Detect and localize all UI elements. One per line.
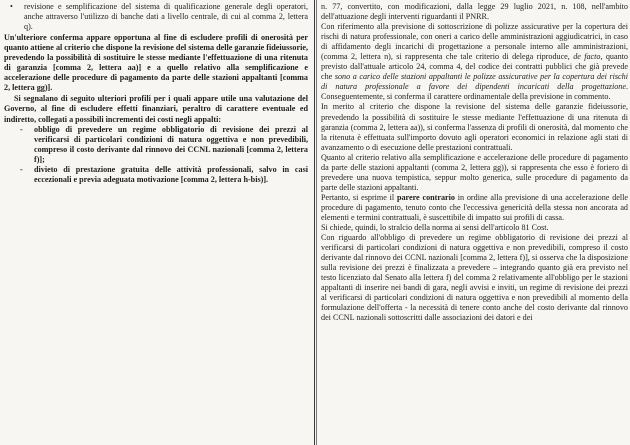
paragraph-payment-procedures: Quanto al criterio relativo alla semplificazione e accelerazione delle procedure di pagamento da parte delle stazioni appaltanti (comma 2, lettera gg)), si rappresenta che esso è foriero di prevedere una nuova tempistica, seppur molto generica, sulle procedure di pagamento da parte delle stazioni appaltanti. bbox=[321, 152, 628, 192]
bullet-marker: • bbox=[10, 2, 13, 11]
dash-marker: - bbox=[20, 164, 23, 174]
text-run: in ordine alla previsione di una accelerazione delle procedure di pagamento, tenuto conto che l'eccessiva genericità della stessa non ancorata ad elementi e termini contrattuali, è suscettibile di impatto sui profili di cassa. bbox=[321, 192, 629, 222]
dash-item-free-services bbox=[4, 165, 308, 185]
dash-marker: - bbox=[20, 124, 23, 134]
dash-item-price-revision bbox=[4, 125, 308, 165]
text-run: Con riferimento alla previsione di sottoscrizione di polizze assicurative per la copertura dei rischi di natura professionale, con oneri a carico delle amministrazioni aggiudicatrici, in caso di affidamento degli incarichi di progettazione a personale interno alle amministrazioni, (comma 2, lettera n), si rappresenta che tale criterio di delega riproduce, bbox=[321, 22, 628, 62]
text-run-italic: sono a carico delle stazioni appaltanti le polizze assicurative per la copertura dei rischi di natura professionale a favore dei dipendenti incaricati della progettazione bbox=[321, 72, 628, 92]
text-run: Pertanto, si esprime il bbox=[321, 192, 397, 202]
paragraph-contrary-opinion bbox=[321, 193, 628, 223]
paragraph-further-profiles: Si segnalano di seguito ulteriori profili per i quali appare utile una valutazione del Governo, al fine di escludere effetti finanziari, peraltro di carattere eventuale ed indiretto, collegati a possibili incrementi dei costi negli appalti: bbox=[4, 94, 308, 124]
paragraph-price-revision: Con riguardo all'obbligo di prevedere un regime obbligatorio di revisione dei prezzi al verificarsi di particolari condizioni di natura oggettiva e non prevedibili, compreso il costo derivante dal rinnovo dei CCNL nazionali [comma 2, lettera f)], si osserva che la disposizione sulla revisione dei prezzi è finalizzata a prevedere – integrando quanto già era previsto nel testo licenziato dal Senato alla lettera f) del comma 2 relativamente all'obbligo per le stazioni appaltanti di inserire nei bandi di gara, negli avvisi e inviti, un regime di revisione dei prezzi al verificarsi di particolari condizioni di natura oggettiva e non prevedibili al momento della formulazione dell'offerta - la necessità di tenere conto anche del costo derivante dal rinnovo dei CCNL nazionali sottoscritti dalle associazioni dei datori e dei bbox=[321, 233, 628, 323]
bullet-text: revisione e semplificazione del sistema di qualificazione generale degli operatori, anche attraverso l'utilizzo di banche dati a livello centrale, di cui al comma 2, lettera q). bbox=[24, 2, 308, 32]
paragraph-stralcio: Si chiede, quindi, lo stralcio della norma ai sensi dell'articolo 81 Cost. bbox=[321, 223, 549, 233]
text-run-bold: parere contrario bbox=[396, 192, 455, 202]
text-run: , quanto previsto dall'attuale articolo 24, comma 4, del codice dei contratti pubblici che già prevede che bbox=[321, 52, 628, 82]
paragraph-pnrr: n. 77, convertito, con modificazioni, dalla legge 29 luglio 2021, n. 108, nell'ambito dell'attuazione degli interventi riguardanti il PNRR. bbox=[321, 2, 628, 22]
paragraph-insurance bbox=[321, 22, 628, 102]
column-divider bbox=[314, 0, 315, 445]
text-run-italic: de facto bbox=[573, 52, 601, 62]
dash-text: obbligo di prevedere un regime obbligatorio di revisione dei prezzi al verificarsi di particolari condizioni di natura oggettiva e non prevedibili, compreso il costo derivante dal rinnovo dei CCNL nazionali [comma 2, lettera f)]; bbox=[34, 124, 308, 164]
text-run: . Conseguentemente, si conferma il carattere ordinamentale della previsione in commento. bbox=[321, 82, 628, 102]
paragraph-guarantee-retention: In merito al criterio che dispone la revisione del sistema delle garanzie fideiussorie, prevedendo la possibilità di sostituire le stesse mediante l'effettuazione di una ritenuta di garanzia (comma 2, lettera aa)), si conferma l'assenza di profili di onerosità, dal momento che la ritenuta è effettuata sull'importo dovuto agli operatori economici in relazione agli stati di avanzamento o di esecuzione delle prestazioni contrattuali. bbox=[321, 102, 628, 152]
right-column bbox=[317, 0, 630, 445]
left-column bbox=[0, 0, 314, 445]
dash-text: divieto di prestazione gratuita delle attività professionali, salvo in casi eccezionali e previa adeguata motivazione [comma 2, lettera h-bis)]. bbox=[34, 164, 308, 184]
paragraph-guarantees: Un'ulteriore conferma appare opportuna al fine di escludere profili di onerosità per quanto attiene al criterio che dispone la revisione del sistema delle garanzie fideiussorie, prevedendo la possibilità di sostituire le stesse mediante l'effettuazione di una ritenuta di garanzia [comma 2, lettera aa)] e a quello relativo alla semplificazione e accelerazione delle procedure di pagamento da parte delle stazioni appaltanti [comma 2, lettera gg)]. bbox=[4, 33, 308, 93]
bullet-item bbox=[4, 2, 308, 32]
